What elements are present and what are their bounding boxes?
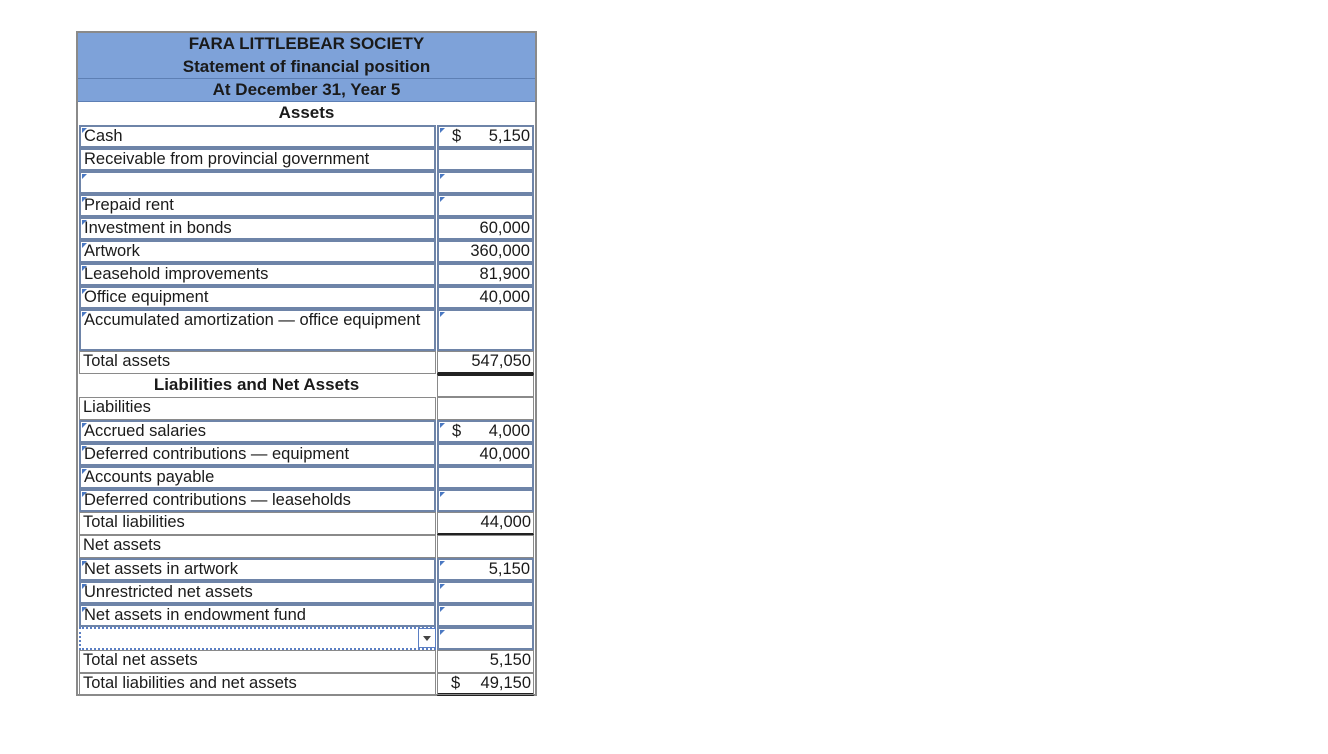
unrestricted-net-assets-value-cell[interactable] — [437, 581, 534, 604]
liabilities-section-label: Liabilities — [79, 397, 436, 420]
blank-asset-label[interactable] — [79, 171, 436, 194]
leasehold-label[interactable]: Leasehold improvements — [79, 263, 436, 286]
total-liabilities-net-assets-label: Total liabilities and net assets — [79, 673, 436, 696]
total-net-assets-value-cell — [437, 650, 534, 673]
bonds-value-cell[interactable] — [437, 217, 534, 240]
currency-symbol: $ — [452, 422, 462, 440]
cash-value-cell[interactable] — [437, 125, 534, 148]
cell-marker-icon — [82, 469, 87, 474]
cell-marker-icon — [440, 561, 445, 566]
receivable-value-cell[interactable] — [437, 148, 534, 171]
net-assets-artwork-value: 5,150 — [488, 560, 530, 578]
cell-marker-icon — [82, 243, 87, 248]
statement-date: At December 31, Year 5 — [78, 79, 535, 102]
deferred-equipment-value-cell[interactable] — [437, 443, 534, 466]
total-liabilities-value: 44,000 — [480, 513, 531, 531]
net-assets-artwork-value-cell[interactable] — [437, 558, 534, 581]
currency-symbol: $ — [452, 127, 462, 145]
prepaid-rent-label[interactable]: Prepaid rent — [79, 194, 436, 217]
cell-marker-icon — [440, 607, 445, 612]
statement-title: Statement of financial position — [78, 56, 535, 79]
total-assets-value: 547,050 — [471, 352, 531, 370]
net-assets-artwork-label[interactable]: Net assets in artwork — [79, 558, 436, 581]
net-assets-section-label: Net assets — [79, 535, 436, 558]
cell-marker-icon — [440, 492, 445, 497]
cell-marker-icon — [440, 128, 445, 133]
cell-marker-icon — [440, 584, 445, 589]
currency-symbol: $ — [451, 674, 461, 692]
artwork-label[interactable]: Artwork — [79, 240, 436, 263]
total-assets-value-cell — [437, 351, 534, 374]
cell-marker-icon — [440, 312, 445, 317]
chevron-down-icon[interactable] — [418, 628, 436, 648]
deferred-leaseholds-label[interactable]: Deferred contributions — leaseholds — [79, 489, 436, 512]
org-title: FARA LITTLEBEAR SOCIETY — [78, 33, 535, 57]
cell-marker-icon — [82, 584, 87, 589]
accumulated-amortization-value-cell[interactable] — [437, 309, 534, 351]
account-select-dropdown[interactable] — [79, 627, 436, 650]
blank-asset-value-cell[interactable] — [437, 171, 534, 194]
cell-marker-icon — [82, 174, 87, 179]
accrued-salaries-value: 4,000 — [488, 422, 530, 440]
office-equipment-value: 40,000 — [479, 288, 530, 306]
deferred-equipment-label[interactable]: Deferred contributions — equipment — [79, 443, 436, 466]
cell-marker-icon — [440, 174, 445, 179]
accrued-salaries-label[interactable]: Accrued salaries — [79, 420, 436, 443]
cell-marker-icon — [82, 312, 87, 317]
accounts-payable-value-cell[interactable] — [437, 466, 534, 489]
cell-marker-icon — [82, 561, 87, 566]
cell-marker-icon — [440, 197, 445, 202]
artwork-value: 360,000 — [470, 242, 530, 260]
accrued-salaries-value-cell[interactable] — [437, 420, 534, 443]
cell-marker-icon — [82, 607, 87, 612]
receivable-label[interactable]: Receivable from provincial government — [79, 148, 436, 171]
endowment-net-assets-value-cell[interactable] — [437, 604, 534, 627]
cash-value: 5,150 — [488, 127, 530, 145]
total-net-assets-label: Total net assets — [79, 650, 436, 673]
unrestricted-net-assets-label[interactable]: Unrestricted net assets — [79, 581, 436, 604]
cell-marker-icon — [82, 446, 87, 451]
liabilities-net-assets-heading: Liabilities and Net Assets — [153, 375, 360, 394]
prepaid-rent-value-cell[interactable] — [437, 194, 534, 217]
total-liabilities-net-assets-value-cell — [437, 673, 534, 696]
cell-marker-icon — [82, 266, 87, 271]
cell-marker-icon — [440, 630, 445, 635]
leasehold-value: 81,900 — [479, 265, 530, 283]
total-liabilities-net-assets-value: 49,150 — [480, 674, 531, 692]
cash-label[interactable]: Cash — [79, 125, 436, 148]
cell-marker-icon — [82, 423, 87, 428]
artwork-value-cell[interactable] — [437, 240, 534, 263]
financial-statement-table — [76, 31, 537, 696]
bonds-value: 60,000 — [479, 219, 530, 237]
total-net-assets-value: 5,150 — [489, 651, 531, 669]
deferred-leaseholds-value-cell[interactable] — [437, 489, 534, 512]
total-liabilities-value-cell — [437, 512, 534, 535]
cell-marker-icon — [82, 128, 87, 133]
cell-marker-icon — [82, 492, 87, 497]
assets-heading: Assets — [278, 103, 335, 122]
net-assets-section-value-cell — [437, 535, 534, 558]
cell-marker-icon — [82, 220, 87, 225]
heading-value-cell — [437, 374, 534, 397]
endowment-net-assets-label[interactable]: Net assets in endowment fund — [79, 604, 436, 627]
leasehold-value-cell[interactable] — [437, 263, 534, 286]
cell-marker-icon — [82, 289, 87, 294]
accounts-payable-label[interactable]: Accounts payable — [79, 466, 436, 489]
cell-marker-icon — [82, 197, 87, 202]
office-equipment-label[interactable]: Office equipment — [79, 286, 436, 309]
office-equipment-value-cell[interactable] — [437, 286, 534, 309]
total-liabilities-label: Total liabilities — [79, 512, 436, 535]
bonds-label[interactable]: Investment in bonds — [79, 217, 436, 240]
deferred-equipment-value: 40,000 — [479, 445, 530, 463]
accumulated-amortization-label[interactable]: Accumulated amortization — office equipment — [79, 309, 436, 351]
cell-marker-icon — [440, 423, 445, 428]
dropdown-value-cell[interactable] — [437, 627, 534, 650]
liabilities-section-value-cell — [437, 397, 534, 420]
total-assets-label: Total assets — [79, 351, 436, 374]
